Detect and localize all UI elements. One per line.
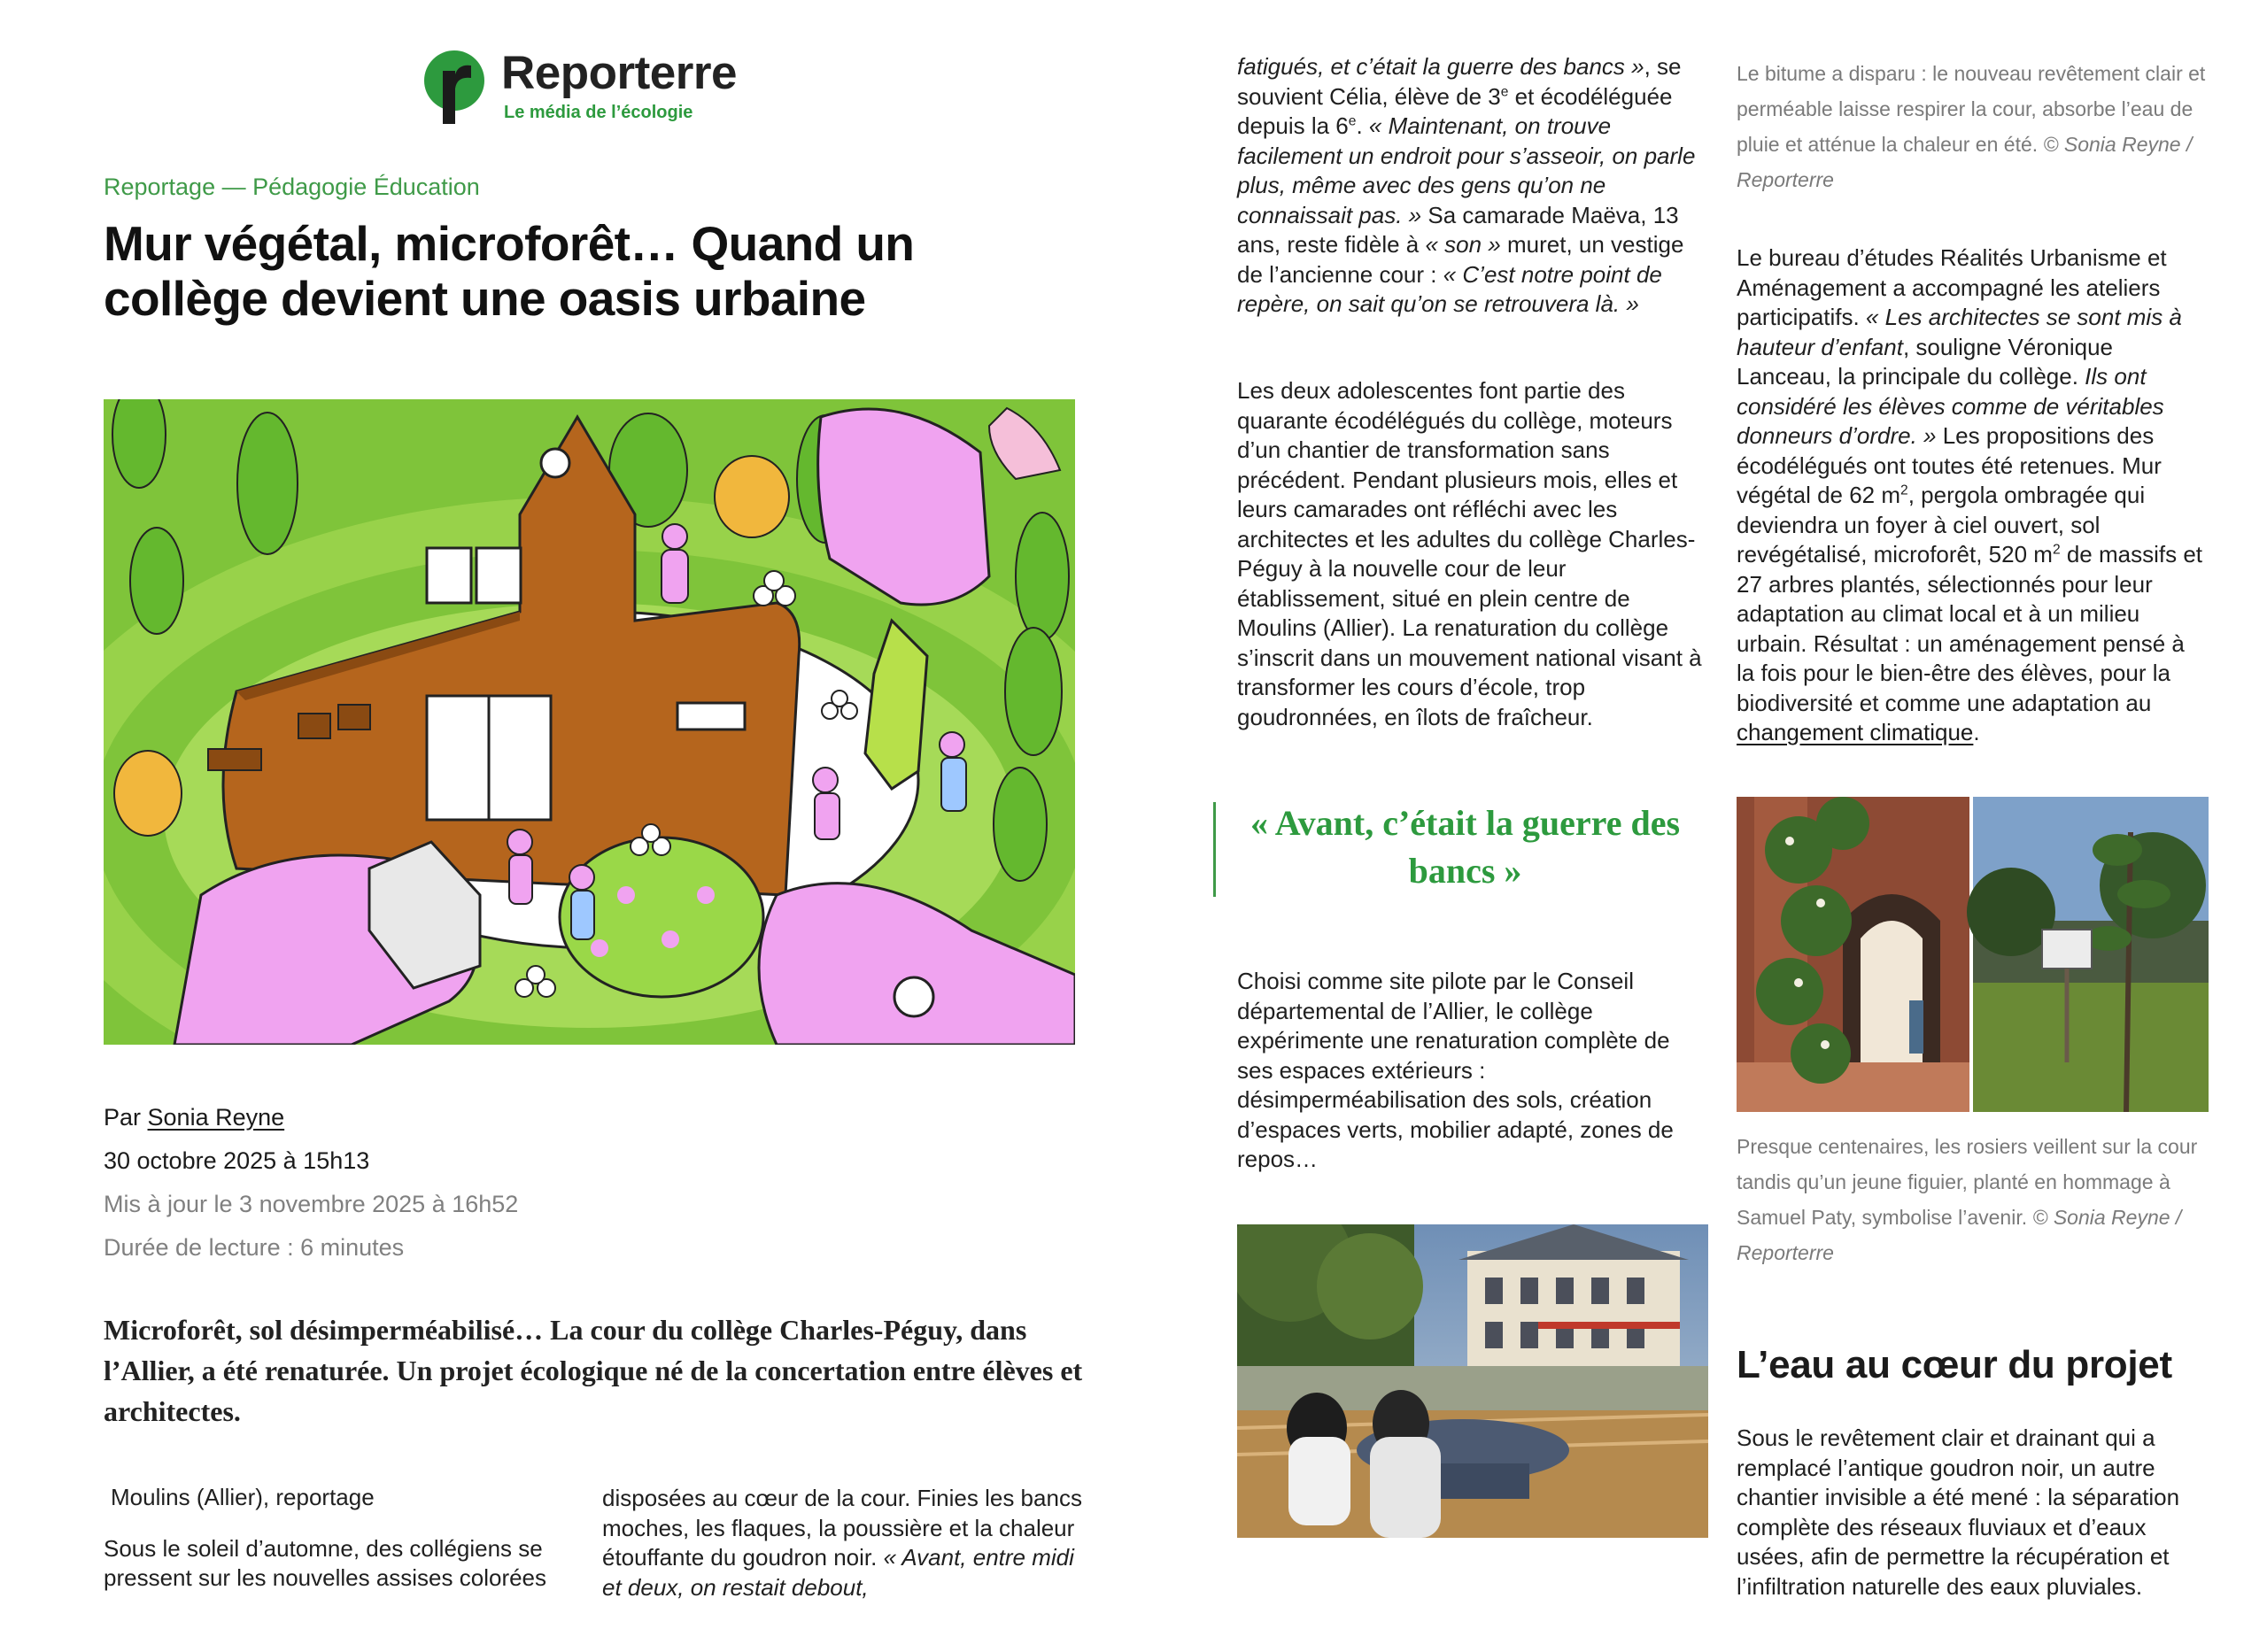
author-link[interactable]: Sonia Reyne (147, 1104, 285, 1131)
caption-2-text: Presque centenaires, les rosiers veillent sur la cour tandis qu’un jeune figuier, planté en hommage à Samuel Paty, symbolise l’avenir. (1737, 1135, 2198, 1229)
dateline: Moulins (Allier), reportage (111, 1484, 375, 1510)
text-span: Les propositions des écodélégués ont toutes été retenues. Mur végétal de 62 m (1737, 422, 2162, 508)
text-span: et écodéléguée depuis la 6 (1237, 82, 1673, 139)
byline-prefix: Par (104, 1104, 148, 1131)
reporterre-logo-icon (423, 50, 485, 124)
text-span: , pergola ombragée qui deviendra un foyer à ciel ouvert, sol revégétalisé, microforêt, 520 m (1737, 482, 2146, 567)
quote-architects: « Les architectes se sont mis à hauteur d’enfant (1737, 304, 2182, 360)
hero-illustration (104, 399, 1075, 1045)
paragraph-1-continued (602, 1484, 1085, 1602)
brand-name: Reporterre (501, 47, 737, 99)
text-span: muret, un vestige de l’ancienne cour : (1237, 231, 1684, 288)
article-meta (104, 1096, 518, 1270)
article-category[interactable]: Reportage — Pédagogie Éducation (104, 174, 480, 200)
quote-maeva: « C’est notre point de repère, on sait qu’on se retrouvera là. » (1237, 260, 1662, 317)
paragraph-4 (1737, 243, 2206, 748)
superscript: 2 (1900, 482, 1908, 498)
caption-2 (1737, 1129, 2206, 1270)
paragraph-5: Sous le revêtement clair et drainant qui a remplacé l’antique goudron noir, un autre chantier invisible a été mené : la séparation complète des réseaux fluviaux et d’eaux usées, afin de permettre la récupération et l’infiltration naturelle des eaux pluviales. (1737, 1424, 2180, 1600)
paragraph-1-start: Sous le soleil d’automne, des collégiens se pressent sur les nouvelles assises colorées (104, 1534, 547, 1591)
caption-1-credit: © Sonia Reyne / Reporterre (1737, 133, 2193, 191)
text-span: , souligne Véronique Lanceau, la principale du collège. (1737, 333, 2113, 390)
quote-celia-start: « Avant, entre midi et deux, on restait debout, (602, 1544, 1074, 1601)
paragraph-1-end (1237, 52, 1702, 320)
publish-date: 30 octobre 2025 à 15h13 (104, 1147, 370, 1174)
roses-fig-photos (1737, 797, 2209, 1112)
caption-1 (1737, 56, 2215, 197)
text-span: , se souvient Célia, élève de 3 (1237, 53, 1682, 110)
article-title: Mur végétal, microforêt… Quand un collège devient une oasis urbaine (104, 216, 915, 326)
paragraph-1-text: disposées au cœur de la cour. Finies les bancs moches, les flaques, la poussière et la chaleur étouffante du goudron noir. (602, 1485, 1082, 1571)
quote-celia-end: fatigués, et c’était la guerre des bancs » (1237, 53, 1644, 80)
section-heading: L’eau au cœur du projet (1737, 1343, 2172, 1386)
photo-schoolyard (1237, 1224, 1708, 1538)
reading-time: Durée de lecture : 6 minutes (104, 1234, 405, 1261)
paragraph-3: Choisi comme site pilote par le Conseil départemental de l’Allier, le collège expérimente une renaturation complète de ses espaces extérieurs : désimperméabilisation des sols, création d’espaces verts, mobilier adapté, zones de repos… (1237, 968, 1674, 1172)
quote-son: « son » (1425, 231, 1501, 258)
byline (104, 1096, 518, 1139)
school-garden-illustration (104, 399, 1075, 1045)
article-lede: Microforêt, sol désimperméabilisé… La cour du collège Charles-Péguy, dans l’Allier, a été renaturée. Un projet écologique né de la concertation entre élèves et architectes. (104, 1314, 1083, 1427)
paragraph-2: Les deux adolescentes font partie des quarante écodélégués du collège, moteurs d’un chantier de transformation sans précédent. Pendant plusieurs mois, elles et leurs camarades ont réfléchi avec les architectes et les adultes du collège Charles-Péguy à la nouvelle cour de leur établissement, situé en plein centre de Moulins (Allier). La renaturation du collège s’inscrit dans un mouvement national visant à transformer les cours d’école, trop goudronnées, en îlots de fraîcheur. (1237, 377, 1702, 730)
schoolyard-photo (1237, 1224, 1708, 1538)
text-span: . (1356, 112, 1369, 139)
text-span: Sa camarade Maëva, 13 ans, reste fidèle à (1237, 201, 1679, 258)
pull-quote: « Avant, c’était la guerre des bancs » (1250, 803, 1681, 891)
pull-quote-bar (1213, 802, 1216, 897)
update-date: Mis à jour le 3 novembre 2025 à 16h52 (104, 1191, 519, 1217)
caption-1-text: Le bitume a disparu : le nouveau revêtement clair et perméable laisse respirer la cour, absorbe l’eau de pluie et atténue la chaleur en été. (1737, 62, 2206, 156)
brand-tagline: Le média de l’écologie (504, 103, 693, 122)
site-logo[interactable] (423, 46, 778, 135)
climate-change-link[interactable]: changement climatique (1737, 719, 1974, 745)
superscript: e (1500, 83, 1509, 99)
article-body-start (104, 1483, 586, 1594)
text-span: . (1973, 719, 1980, 745)
superscript: 2 (2052, 542, 2061, 558)
quote-principal: Ils ont considéré les élèves comme de véritables donneurs d’ordre. » (1737, 363, 2164, 449)
text-span: Le bureau d’études Réalités Urbanisme et Aménagement a accompagné les ateliers participatifs. (1737, 244, 2167, 330)
text-span: de massifs et 27 arbres plantés, sélectionnés pour leur adaptation au climat local et à un milieu urbain. Résultat : un aménagement pensé à la fois pour le bien-être des élèves, pour la biodiversité et comme une adaptation au (1737, 541, 2203, 716)
photo-roses-and-fig (1737, 797, 2209, 1112)
caption-2-credit: © Sonia Reyne / Reporterre (1737, 1206, 2182, 1264)
quote-celia-2: « Maintenant, on trouve facilement un endroit pour s’asseoir, on parle plus, même avec des gens qu’on ne connaissait pas. » (1237, 112, 1696, 228)
superscript: e (1348, 113, 1357, 129)
